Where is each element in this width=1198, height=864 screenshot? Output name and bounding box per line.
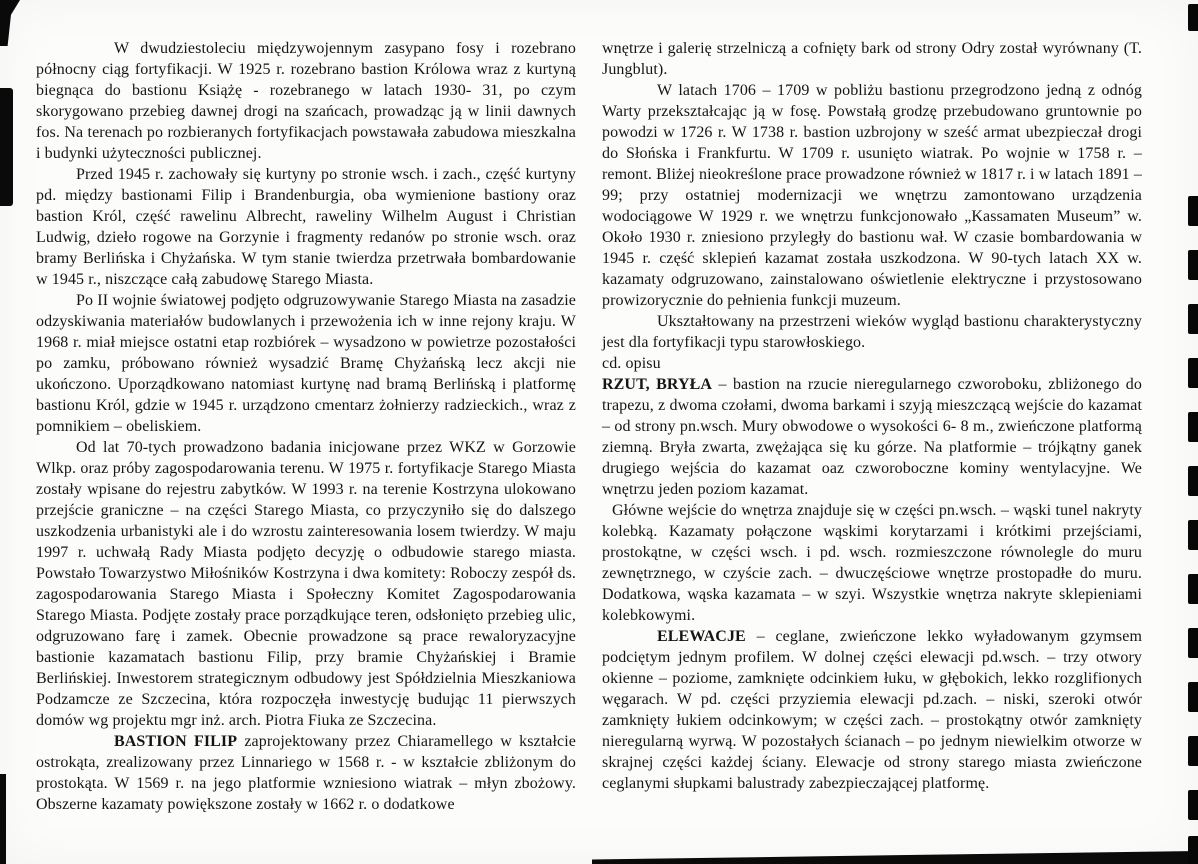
right-column [602, 38, 1142, 815]
paragraph-elewacje [602, 626, 1142, 794]
scan-artifact-top-left-corner [0, 0, 20, 46]
scan-artifact-bottom-strip [592, 851, 1198, 864]
left-column [36, 38, 576, 815]
scan-artifact-right-edge-dash [1188, 790, 1198, 820]
scan-artifact-right-edge-dash [1188, 196, 1198, 226]
paragraph-text: – ceglane, zwieńczone lekko wyładowanym gzymsem podciętym jednym profilem. W dolnej części elewacji pd.wsch. – trzy otwory okienne – poziome, zamknięte odcinkiem łuku, w głębokich, lekko rozglifionych węgarach. W pd. części przyziemia elewacji pd.zach. – niski, szeroki otwór zamknięty łukiem odcinkowym; w części zach. – prostokątny otwór zamknięty nieregularną wyrwą. W pozostałych ścianach – po jednym niewielkim otworze w skrajnej części każdej ściany. Elewacje od strony starego miasta zwieńczone ceglanymi słupkami balustrady zabezpieczającej platformę. [602, 628, 1142, 792]
scan-artifact-right-edge-dash [1188, 836, 1198, 864]
scan-artifact-right-edge-dash [1188, 628, 1198, 658]
paragraph-postwar-clearing: Po II wojnie światowej podjęto odgruzowywanie Starego Miasta na zasadzie odzyskiwania materiałów budowlanych i przewożenia ich w inne rejony kraju. W 1968 r. miał miejsce ostatni etap rozbiórek – wysadzono w powietrze pozostałości po zamku, próbowano również wysadzić Bramę Chyżańską lecz akcji nie ukończono. Uporządkowano natomiast kurtynę nad bramą Berlińską i platformę bastionu Król, gdzie w 1945 r. urządzono cmentarz żołnierzy radzieckich., wraz z pomnikiem – obeliskiem. [36, 292, 576, 435]
paragraph-lead-bastion-filip: BASTION FILIP [114, 733, 238, 750]
paragraph-text: – bastion na rzucie nieregularnego czworoboku, zbliżonego do trapezu, z dwoma czołami, dwoma barkami i szyją mieszczącą wejście do kazamat – od strony pn.wsch. Mury obwodowe o wysokości 6- 8 m., zwieńczone platformą ziemną. Bryła zwarta, zwężająca się ku górze. Na platformie – trójkątny ganek drugiego wejścia do kazamat oaz czworoboczne kominy wentylacyjne. We wnętrzu jeden poziom kazamat. [602, 376, 1143, 498]
scan-artifact-right-edge-dash [1188, 250, 1198, 280]
scan-artifact-right-edge-dash [1188, 574, 1198, 604]
scan-artifact-right-edge-dash [1188, 412, 1198, 442]
scan-artifact-right-edge-dash [1188, 520, 1198, 550]
paragraph-pre-1945-state: Przed 1945 r. zachowały się kurtyny po stronie wsch. i zach., część kurtyny pd. między bastionami Filip i Brandenburgia, oba wymienione bastiony oraz bastion Król, część rawelinu Albrecht, raweliny Wilhelm August i Christian Ludwig, dzieło rogowe na Gorzynie i fragmenty redanów po stronie wsch. oraz bramy Berlińska i Chyżańska. W tym stanie twierdza przetrwała bombardowanie w 1945 r., niszczące całą zabudowę Starego Miasta. [36, 166, 576, 288]
paragraph-main-entrance: Główne wejście do wnętrza znajduje się w części pn.wsch. – wąski tunel nakryty kolebką. Kazamaty połączone wąskimi korytarzami i krótkimi przejściami, prostokątne, w części wsch. i pd. wsch. rozmieszczone równolegle do muru zewnętrznego, w czyście zach. – dwuczęściowe wnętrze prostopadłe do muru. Dodatkowa, wąska kazamata – w szyi. Wszystkie wnętrza nakryte sklepieniami kolebkowymi. [602, 502, 1142, 624]
scan-artifact-left-bottom-bar [0, 774, 6, 864]
paragraph-continuation: wnętrze i galerię strzelniczą a cofnięty bark od strony Odry został wyrównany (T. Jungblut). [602, 40, 1142, 78]
section-label-cd-opisu: cd. opisu [602, 355, 661, 372]
paragraph-lead-elewacje: ELEWACJE [657, 628, 746, 645]
scan-artifact-right-edge-dash [1188, 304, 1198, 334]
paragraph-rzut-bryla [602, 374, 1142, 500]
paragraph-lead-rzut-bryla: RZUT, BRYŁA [602, 376, 713, 393]
paragraph-history-1706-1945: W latach 1706 – 1709 w pobliżu bastionu przegrodzono jedną z odnóg Warty przekształcając ją w fosę. Powstałą grodzę przebudowano gruntownie po powodzi w 1726 r. W 1738 r. bastion uzbrojony w sześć armat ubezpieczał drogi do Słońska i Frankfurtu. W 1709 r. usunięto wiatrak. Po wojnie w 1758 r. – remont. Bliżej nieokreślone prace prowadzone również w 1817 r. i w latach 1891 – 99; przy ostatniej modernizacji we wnętrzu zamontowano urządzenia wodociągowe W 1929 r. we wnętrzu funkcjonowało „Kassamaten Museum” w. Około 1930 r. zniesiono przyległy do bastionu wał. W czasie bombardowania w 1945 r. część sklepień kazamat została uszkodzona. W 90-tych latach XX w. kazamaty odgruzowano, zainstalowano oświetlenie elektryczne i przystosowano prowizorycznie do pełnienia funkcji muzeum. [602, 82, 1142, 309]
paragraph-summary-style: Ukształtowany na przestrzeni wieków wygląd bastionu charakterystyczny jest dla fortyfikacji typu starowłoskiego. [602, 313, 1142, 351]
paragraph-interwar-demolition: W dwudziestoleciu międzywojennym zasypano fosy i rozebrano północny ciąg fortyfikacji. W 1925 r. rozebrano bastion Królowa wraz z kurtyną biegnąca do bastionu Książę - rozebranego w latach 1930- 31, po czym skorygowano przebieg dawnej drogi na szańcach, prowadząc ją w linii dawnych fos. Na terenach po rozbieranych fortyfikacjach powstawała zabudowa mieszkalna i budynki użyteczności publicznej. [36, 40, 576, 162]
paragraph-bastion-filip [36, 731, 576, 815]
scan-artifact-right-edge-dash [1188, 466, 1198, 496]
scan-artifact-right-edge-dash [1188, 358, 1198, 388]
paragraph-text: zaprojektowany przez Chiaramellego w kształcie ostrokąta, zrealizowany przez Linnariego w 1568 r. - w kształcie zbliżonym do prostokąta. W 1569 r. na jego platformie wzniesiono wiatrak – młyn zbożowy. Obszerne kazamaty powiększone zostały w 1662 r. o dodatkowe [36, 733, 576, 813]
scan-artifact-right-edge-dash [1188, 4, 1198, 31]
scan-artifact-right-edge-dash [1188, 736, 1198, 766]
document-body [36, 38, 1142, 815]
scan-artifact-right-edge-dash [1188, 682, 1198, 712]
paragraph-research-rebuilding: Od lat 70-tych prowadzono badania inicjowane przez WKZ w Gorzowie Wlkp. oraz próby zagospodarowania terenu. W 1975 r. fortyfikacje Starego Miasta zostały wpisane do rejestru zabytków. W 1993 r. na terenie Kostrzyna ulokowano przejście graniczne – na części Starego Miasta, co przyczyniło się do dalszego uszkodzenia urbanistyki ale i do wzrostu zainteresowania losem twierdzy. W maju 1997 r. uchwałą Rady Miasta podjęto decyzję o odbudowie starego miasta. Powstało Towarzystwo Miłośników Kostrzyna i dwa komitety: Roboczy zespół ds. zagospodarowania Starego Miasta i Społeczny Komitet Zagospodarowania Starego Miasta. Podjęte zostały prace porządkujące teren, odsłonięto przebieg ulic, odgruzowano farę i zamek. Obecnie prowadzone są prace rewaloryzacyjne bastionie kazamatach bastionu Filip, przy bramie Chyżańskiej i Bramie Berlińskiej. Inwestorem strategicznym odbudowy jest Spółdzielnia Mieszkaniowa Podzamcze ze Szczecina, która rozpoczęła inwestycję budując 11 pierwszych domów wg projektu mgr inż. arch. Piotra Fiuka ze Szczecina. [36, 439, 576, 729]
scan-artifact-left-edge-bar [0, 88, 13, 206]
